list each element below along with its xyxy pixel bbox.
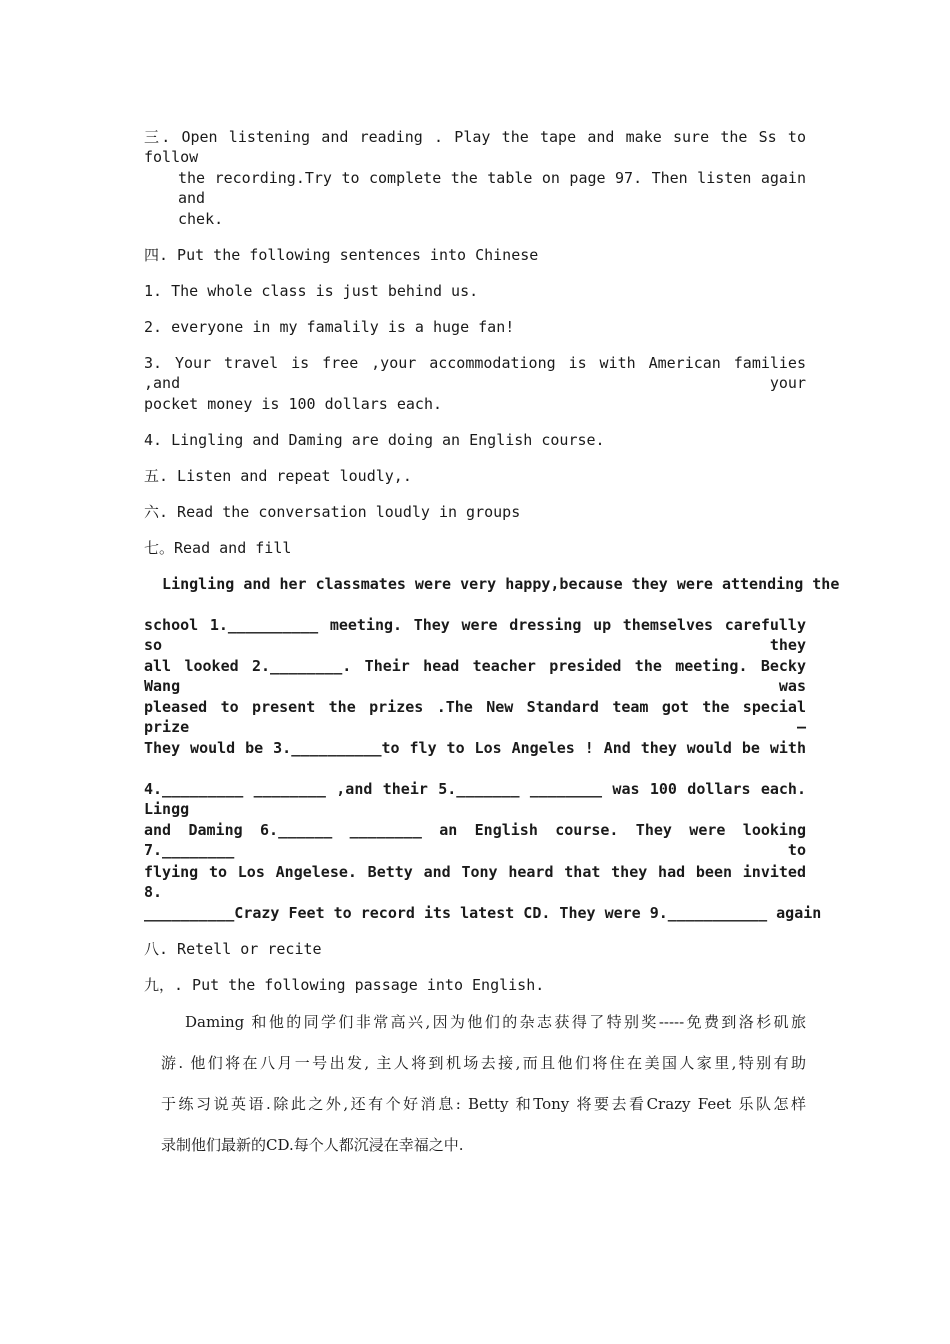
section6-heading: 六. Read the conversation loudly in groups xyxy=(144,503,521,521)
section8-heading: 八. Retell or recite xyxy=(144,940,322,958)
section4-heading: 四. Put the following sentences into Chinese xyxy=(144,246,539,264)
chinese-passage-line: Daming 和他的同学们非常高兴,因为他们的杂志获得了特别奖-----免费到洛杉矶旅 xyxy=(185,1013,806,1031)
section4-item-2: 2. everyone in my famalily is a huge fan! xyxy=(144,318,515,336)
section9-heading: 九，. Put the following passage into English. xyxy=(144,976,545,994)
fill-passage-line: all looked 2.________. Their head teacher presided the meeting. Becky Wang was xyxy=(144,657,806,695)
section4-item-4: 4. Lingling and Daming are doing an English course. xyxy=(144,431,605,449)
section5-heading: 五. Listen and repeat loudly,. xyxy=(144,467,412,485)
section4-item-3-line2: pocket money is 100 dollars each. xyxy=(144,395,443,413)
fill-passage-line: 4._________ ________ ,and their 5._______ ________ was 100 dollars each. Lingg xyxy=(144,780,806,818)
section4-item-1: 1. The whole class is just behind us. xyxy=(144,282,479,300)
section3-line2: the recording.Try to complete the table on page 97. Then listen again and xyxy=(178,169,806,207)
fill-passage-line: Lingling and her classmates were very happy,because they were attending the xyxy=(144,575,840,593)
fill-passage-line: school 1.__________ meeting. They were dressing up themselves carefully so they xyxy=(144,616,806,654)
fill-passage-line: __________Crazy Feet to record its latest CD. They were 9.___________ again xyxy=(144,904,822,922)
section4-item-3-line1: 3. Your travel is free ,your accommodationg is with American families ,and your xyxy=(144,354,806,392)
section3-line1: 三. Open listening and reading . Play the tape and make sure the Ss to follow xyxy=(144,128,806,166)
chinese-passage-line: 录制他们最新的CD.每个人都沉浸在幸福之中. xyxy=(161,1136,464,1154)
section7-heading: 七。Read and fill xyxy=(144,539,292,557)
fill-passage-line: pleased to present the prizes .The New Standard team got the special prize — xyxy=(144,698,806,736)
fill-passage-line: and Daming 6.______ ________ an English course. They were looking 7.________ to xyxy=(144,821,806,859)
chinese-passage-line: 于练习说英语.除此之外,还有个好消息: Betty 和Tony 将要去看Crazy Feet 乐队怎样 xyxy=(161,1095,806,1113)
fill-passage-line: flying to Los Angelese. Betty and Tony heard that they had been invited 8. xyxy=(144,863,806,901)
fill-passage-line: They would be 3.__________to fly to Los Angeles ! And they would be with xyxy=(144,739,806,757)
section3-line3: chek. xyxy=(178,210,224,228)
chinese-passage-line: 游. 他们将在八月一号出发, 主人将到机场去接,而且他们将住在美国人家里,特别有助 xyxy=(161,1054,806,1072)
